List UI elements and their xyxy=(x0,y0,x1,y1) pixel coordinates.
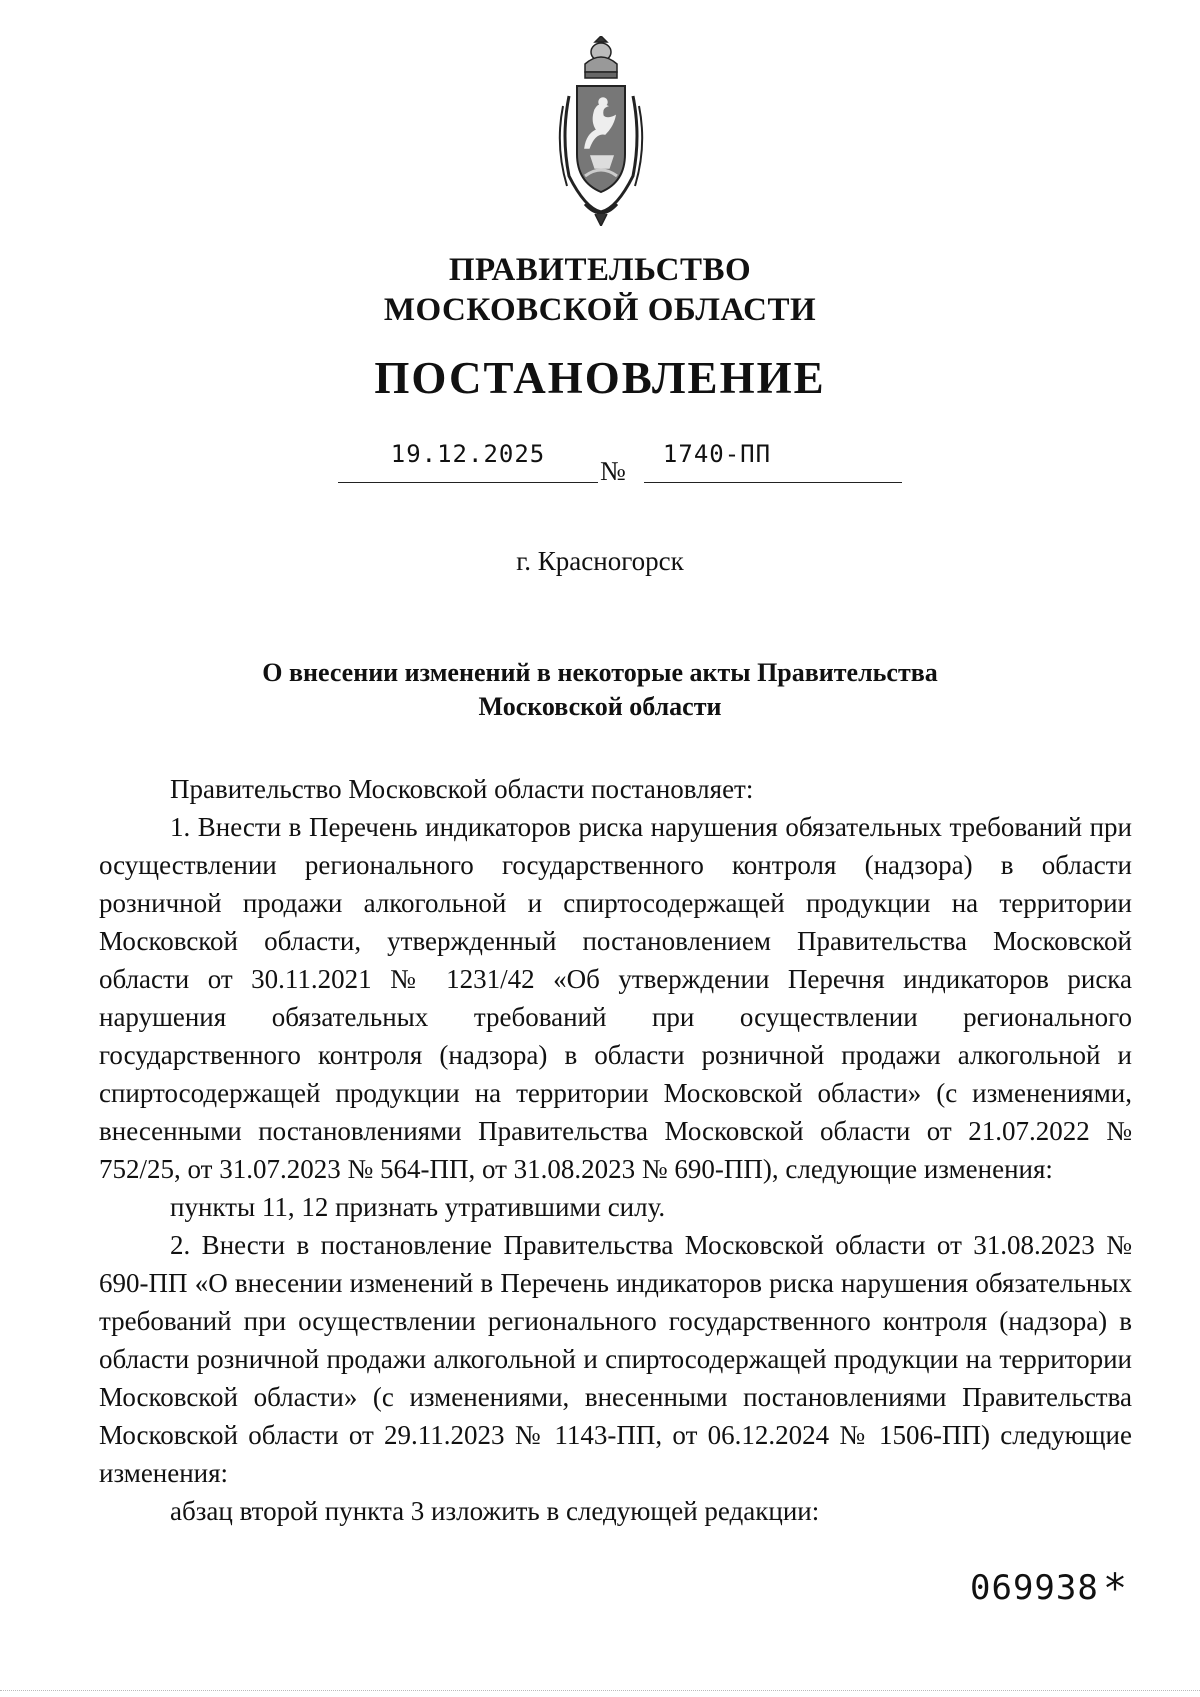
asterisk-mark-icon: * xyxy=(1105,1566,1125,1612)
document-date: 19.12.2025 xyxy=(390,440,546,468)
body-paragraph: 1. Внести в Перечень индикаторов риска нарушения обязательных требований при осуществлении регионального государственного контроля (надзора) в области розничной продажи алкогольной и спиртосодержащей продукции на территории Московской области, утвержденный постановлением Правительства Московской области от 30.11.2021 № 1231/42 «Об утверждении Перечня индикаторов риска нарушения обязательных требований при осуществлении регионального государственного контроля (надзора) в области розничной продажи алкогольной и спиртосодержащей продукции на территории Московской области» (с изменениями, внесенными постановлениями Правительства Московской области от 21.07.2022 № 752/25, от 31.07.2023 № 564-ПП, от 31.08.2023 № 690-ПП), следующие изменения: xyxy=(99,812,1132,1184)
document-type: ПОСТАНОВЛЕНИЕ xyxy=(374,353,826,403)
form-serial-number: 069938 xyxy=(970,1568,1099,1608)
scan-edge-line xyxy=(0,1690,1200,1691)
date-underline xyxy=(338,482,598,483)
organization-name-line2: МОСКОВСКОЙ ОБЛАСТИ xyxy=(383,292,817,328)
document-number: 1740-ПП xyxy=(662,440,772,468)
body-paragraph: абзац второй пункта 3 изложить в следующей редакции: xyxy=(170,1496,820,1526)
document-title-line2: Московской области xyxy=(478,692,722,721)
city-of-issue: г. Красногорск xyxy=(516,546,684,576)
body-paragraph: 2. Внести в постановление Правительства Московской области от 31.08.2023 № 690-ПП «О внесении изменений в Перечень индикаторов риска нарушения обязательных требований при осуществлении регионального государственного контроля (надзора) в области розничной продажи алкогольной и спиртосодержащей продукции на территории Московской области» (с изменениями, внесенными постановлениями Правительства Московской области от 29.11.2023 № 1143-ПП, от 06.12.2024 № 1506-ПП) следующие изменения: xyxy=(99,1230,1132,1488)
number-underline xyxy=(644,482,902,483)
body-paragraph: Правительство Московской области постановляет: xyxy=(170,774,754,804)
number-sign: № xyxy=(600,456,626,486)
document-title-line1: О внесении изменений в некоторые акты Правительства xyxy=(262,658,938,687)
organization-name-line1: ПРАВИТЕЛЬСТВО xyxy=(448,252,752,288)
coat-of-arms-icon xyxy=(555,36,647,226)
body-paragraph: пункты 11, 12 признать утратившими силу. xyxy=(170,1192,666,1222)
document-body xyxy=(99,770,1132,1530)
